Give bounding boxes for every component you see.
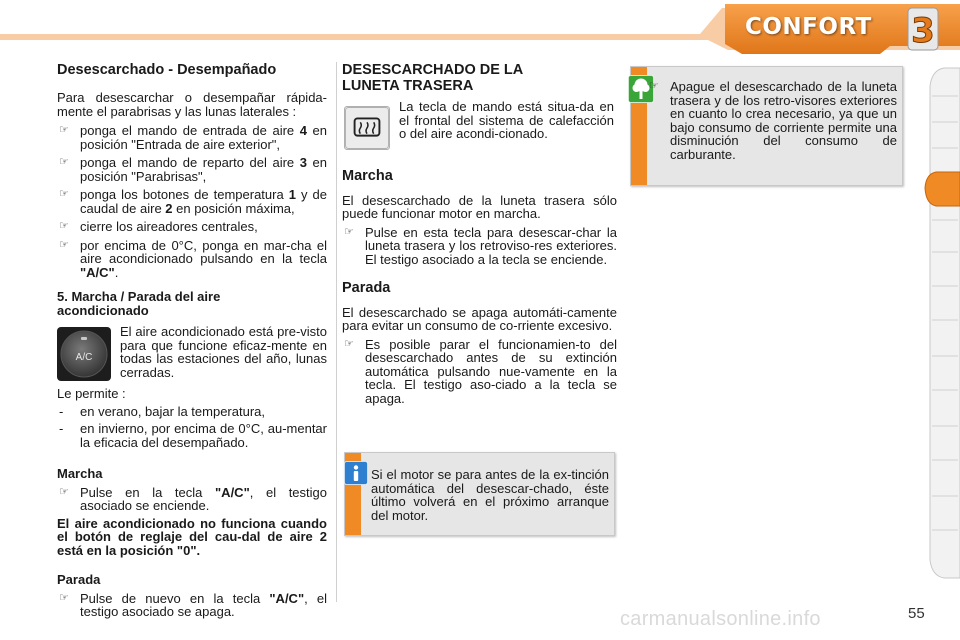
- pointer-icon: ☞: [59, 220, 69, 232]
- chapter-tabs: [922, 60, 960, 580]
- step-air-intake: ☞ ponga el mando de entrada de aire 4 en posición "Entrada de aire exterior",: [59, 123, 327, 152]
- pointer-icon: ☞: [59, 485, 69, 498]
- info-note-box: [344, 452, 615, 536]
- parada-step: ☞ Pulse de nuevo en la tecla "A/C", el testigo asociado se apaga.: [59, 590, 327, 619]
- rear-marcha-text: El desescarchado de la luneta trasera sólo puede funcionar motor en marcha.: [342, 192, 617, 221]
- permite-item-summer: - en verano, bajar la temperatura,: [59, 403, 265, 419]
- ac-button-label: A/C: [75, 352, 93, 363]
- marcha-title: Marcha: [57, 466, 103, 481]
- rear-parada-step: ☞ Es posible parar el funcionamien-to del desescarchado antes de su extinción automática pulsando nue-vamente en la tecla. El testigo aso-ciado a la tecla se apaga.: [344, 336, 617, 406]
- chapter-number: 3: [911, 11, 935, 51]
- marcha-step: ☞ Pulse en la tecla "A/C", el testigo asociado se enciende.: [59, 484, 327, 513]
- section-title-defrost: Desescarchado - Desempañado: [57, 62, 277, 78]
- rear-parada-title: Parada: [342, 280, 391, 296]
- intro-text: Para desescarchar o desempañar rápida-mente el parabrisas y las lunas laterales :: [57, 90, 327, 119]
- watermark: carmanualsonline.info: [620, 608, 821, 630]
- step-ac-on: ☞ por encima de 0°C, ponga en mar-cha el aire acondicionado pulsando en la tecla "A/C".: [59, 237, 327, 280]
- parada-title: Parada: [57, 572, 101, 587]
- ac-button-image: [57, 327, 111, 381]
- permite-item-winter: - en invierno, por encima de 0°C, au-mentar la eficacia del desempañado.: [59, 421, 327, 450]
- pointer-icon: ☞: [344, 337, 354, 350]
- pointer-icon: ☞: [649, 80, 659, 92]
- rear-defrost-section: [342, 62, 617, 405]
- pointer-icon: ☞: [59, 156, 69, 168]
- pointer-icon: ☞: [59, 124, 69, 136]
- column-divider: [336, 62, 337, 602]
- rear-parada-text: El desescarchado se apaga automáti-camente para evitar un consumo de co-rriente excesivo.: [342, 304, 617, 333]
- rear-marcha-title: Marcha: [342, 168, 393, 184]
- step-air-distribution: ☞ ponga el mando de reparto del aire 3 en posición "Parabrisas",: [59, 155, 327, 184]
- rear-defrost-button-image: [344, 106, 390, 150]
- permite-label: Le permite :: [57, 386, 126, 401]
- rear-defrost-key-text: La tecla de mando está situa-da en el frontal del sistema de calefacción o del aire acondi-cionado.: [399, 99, 614, 141]
- info-icon: [344, 461, 368, 485]
- ac-description: El aire acondicionado está pre-visto para que funcione eficaz-mente en todas las estaciones del año, lunas cerradas.: [120, 324, 327, 380]
- step-close-vents: ☞ cierre los aireadores centrales,: [59, 219, 258, 234]
- pointer-icon: ☞: [59, 591, 69, 604]
- step-temperature: ☞ ponga los botones de temperatura 1 y de caudal de aire 2 en posición máxima,: [59, 187, 328, 216]
- ac-warning: El aire acondicionado no funciona cuando el botón de reglaje del cau-dal de aire 2 está en la posición "0".: [57, 515, 327, 558]
- pointer-icon: ☞: [59, 188, 69, 200]
- pointer-icon: ☞: [344, 225, 354, 238]
- rear-marcha-step: ☞ Pulse en esta tecla para desescar-char la luneta trasera y los retroviso-res exteriores. El testigo asociado a la tecla se enciende.: [344, 224, 617, 267]
- pointer-icon: ☞: [59, 238, 69, 251]
- info-note-text: Si el motor se para antes de la ex-tinción automática del desescar-chado, éste último volverá en el próximo arranque del motor.: [371, 467, 609, 523]
- page-title: CONFORT: [745, 14, 872, 40]
- eco-tip-box: [630, 66, 903, 186]
- page-number: 55: [908, 605, 925, 622]
- eco-tip-text: ☞ Apague el desescarchado de la luneta trasera y de los retro-visores exteriores en cuanto lo crea necesario, ya que un bajo consumo de corriente permite una disminución del consumo de carburante.: [649, 79, 897, 162]
- section-5-title: 5. Marcha / Parada del aire acondicionado: [57, 289, 221, 318]
- defrost-demist-section: [57, 62, 327, 619]
- section-title-rear-defrost: DESESCARCHADO DE LA LUNETA TRASERA: [342, 62, 523, 94]
